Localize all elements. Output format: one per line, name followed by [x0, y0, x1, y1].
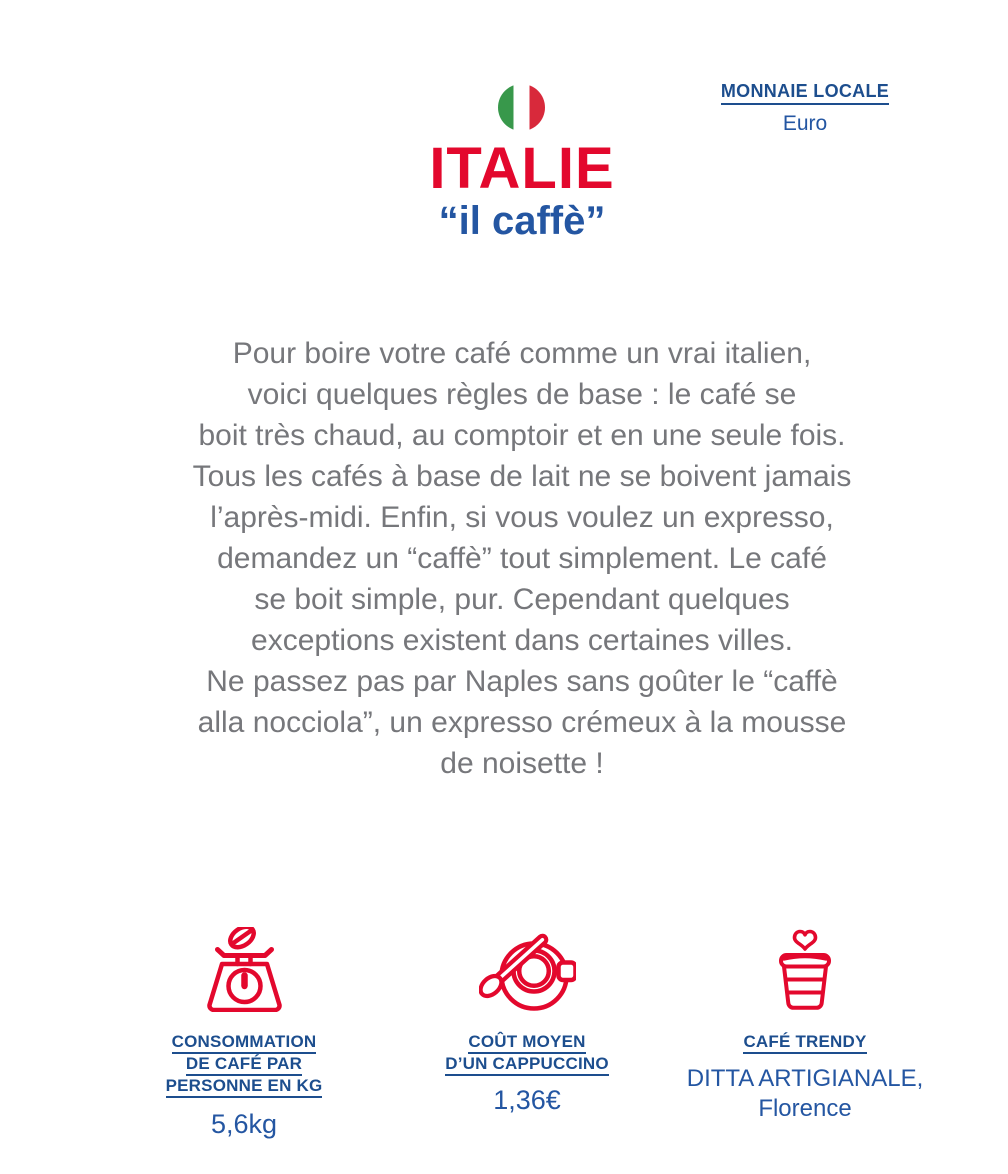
- intro-line: alla nocciola”, un expresso crémeux à la mousse: [197, 706, 847, 739]
- intro-line: Pour boire votre café comme un vrai italien,: [232, 337, 812, 370]
- currency-label: MONNAIE LOCALE: [721, 82, 889, 105]
- cappuccino-top-view-icon: [387, 926, 667, 1012]
- intro-paragraph: [18, 333, 1008, 784]
- italy-flag-icon: [498, 84, 545, 131]
- intro-line: l’après-midi. Enfin, si vous voulez un expresso,: [210, 501, 834, 534]
- stat-label-line: CONSOMMATION: [172, 1033, 317, 1054]
- intro-line: se boit simple, pur. Cependant quelques: [254, 583, 790, 616]
- stat-label: [665, 1033, 945, 1054]
- local-currency-block: [665, 82, 945, 136]
- stat-label-line: PERSONNE EN KG: [166, 1077, 323, 1098]
- intro-line: exceptions existent dans certaines villes.: [251, 624, 793, 657]
- page-subtitle: “il caffè”: [438, 199, 606, 243]
- stat-label: [104, 1033, 384, 1098]
- stat-label-line: COÛT MOYEN: [468, 1033, 585, 1054]
- stat-value-line: DITTA ARTIGIANALE,: [686, 1065, 924, 1092]
- stat-trendy-cafe: [665, 926, 945, 1124]
- stat-value: 1,36€: [493, 1085, 561, 1115]
- stat-value-line: Florence: [758, 1095, 852, 1122]
- stat-label-line: CAFÉ TRENDY: [743, 1033, 866, 1054]
- currency-value: Euro: [782, 112, 828, 135]
- intro-line: demandez un “caffè” tout simplement. Le café: [217, 542, 827, 575]
- intro-line: voici quelques règles de base : le café se: [247, 378, 797, 411]
- stat-label-line: D’UN CAPPUCCINO: [445, 1055, 609, 1076]
- intro-line: de noisette !: [440, 747, 604, 780]
- stat-value: [665, 1064, 945, 1124]
- stat-cappuccino-cost: [387, 926, 667, 1116]
- trendy-coffee-cup-icon: [665, 926, 945, 1012]
- stat-label: [387, 1033, 667, 1076]
- stat-label-line: DE CAFÉ PAR: [186, 1055, 302, 1076]
- coffee-scale-icon: [104, 926, 384, 1012]
- page-title: ITALIE: [429, 136, 615, 201]
- stat-consumption: [104, 926, 384, 1140]
- intro-line: boit très chaud, au comptoir et en une seule fois.: [198, 419, 846, 452]
- stat-value: 5,6kg: [210, 1109, 278, 1139]
- intro-line: Ne passez pas par Naples sans goûter le “caffè: [206, 665, 838, 698]
- intro-line: Tous les cafés à base de lait ne se boivent jamais: [192, 460, 852, 493]
